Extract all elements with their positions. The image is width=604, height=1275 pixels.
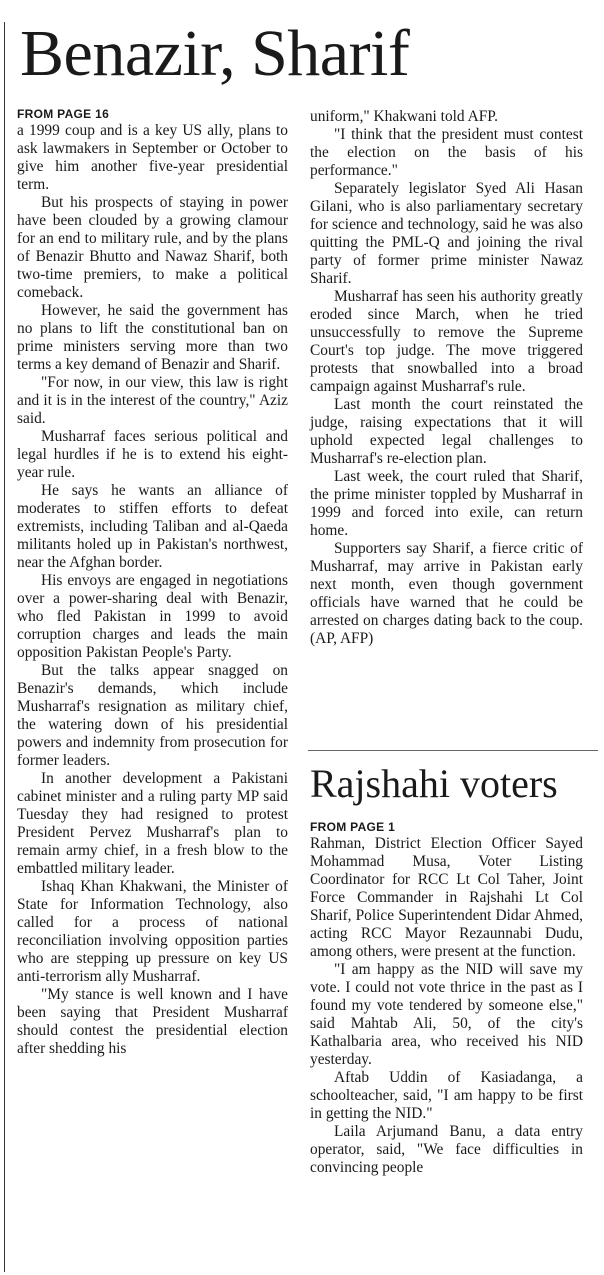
paragraph: "I think that the president must contest the election on the basis of his performance." xyxy=(310,126,583,179)
jump-label: FROM PAGE 1 xyxy=(310,820,396,834)
second-headline: Rajshahi voters xyxy=(310,761,558,806)
left-column xyxy=(17,107,288,1058)
paragraph: "My stance is well known and I have been saying that President Musharraf should contest the presidential election after shedding his xyxy=(17,986,288,1057)
paragraph: However, he said the government has no plans to lift the constitutional ban on prime ministers serving more than two terms a key demand of Benazir and Sharif. xyxy=(17,302,288,373)
paragraph: Ishaq Khan Khakwani, the Minister of State for Information Technology, also called for a process of national reconciliation involving opposition parties who are stepping up pressure on key US anti-terrorism ally Musharraf. xyxy=(17,878,288,985)
paragraph: Musharraf has seen his authority greatly eroded since March, when he tried unsuccessfully to remove the Supreme Court's top judge. The move triggered protests that snowballed into a broad campaign against Musharraf's rule. xyxy=(310,288,583,395)
paragraph: Rahman, District Election Officer Sayed Mohammad Musa, Voter Listing Coordinator for RCC Lt Col Taher, Joint Force Commander in Rajshahi Lt Col Sharif, Police Superintendent Didar Ahmed, acting RCC Mayor Rezaunnabi Dudu, among others, were present at the function. xyxy=(310,835,583,960)
paragraph: Separately legislator Syed Ali Hasan Gilani, who is also parliamentary secretary for science and technology, said he was also quitting the PML-Q and joining the rival party of former prime minister Nawaz Sharif. xyxy=(310,180,583,287)
paragraph: "For now, in our view, this law is right and it is in the interest of the country," Aziz said. xyxy=(17,374,288,427)
paragraph: He says he wants an alliance of moderates to stiffen efforts to defeat extremists, including Taliban and al-Qaeda militants holed up in Pakistan's northwest, near the Afghan border. xyxy=(17,482,288,571)
section-divider xyxy=(308,750,598,751)
jump-label: FROM PAGE 16 xyxy=(17,107,110,121)
headline: Benazir, Sharif xyxy=(20,17,410,90)
paragraph: Supporters say Sharif, a fierce critic of Musharraf, may arrive in Pakistan early next month, even though government officials have warned that he could be arrested on charges dating back to the coup. (AP, AFP) xyxy=(310,540,583,647)
right-column xyxy=(310,108,583,648)
paragraph: But the talks appear snagged on Benazir's demands, which include Musharraf's resignation as military chief, the watering down of his presidential powers and indemnity from prosecution for former leaders. xyxy=(17,662,288,769)
paragraph: In another development a Pakistani cabinet minister and a ruling party MP said Tuesday they had resigned to protest President Pervez Musharraf's plan to remain army chief, in a fresh blow to the embattled military leader. xyxy=(17,770,288,877)
second-story-column xyxy=(310,820,583,1177)
paragraph: But his prospects of staying in power have been clouded by a growing clamour for an end to military rule, and by the plans of Benazir Bhutto and Nawaz Sharif, both two-time premiers, to make a political comeback. xyxy=(17,194,288,301)
paragraph: Musharraf faces serious political and legal hurdles if he is to extend his eight-year rule. xyxy=(17,428,288,481)
paragraph: Last month the court reinstated the judge, raising expectations that it will uphold expected legal challenges to Musharraf's re-election plan. xyxy=(310,396,583,467)
paragraph: Aftab Uddin of Kasiadanga, a schoolteacher, said, "I am happy to be first in getting the NID." xyxy=(310,1069,583,1122)
paragraph: uniform," Khakwani told AFP. xyxy=(310,108,498,125)
paragraph: Laila Arjumand Banu, a data entry operator, said, "We face difficulties in convincing people xyxy=(310,1123,583,1176)
paragraph: Last week, the court ruled that Sharif, the prime minister toppled by Musharraf in 1999 and forced into exile, can return home. xyxy=(310,468,583,539)
paragraph: "I am happy as the NID will save my vote. I could not vote thrice in the past as I found my vote tendered by someone else," said Mahtab Ali, 50, of the city's Kathalbaria area, who received his NID yesterday. xyxy=(310,961,583,1068)
paragraph: a 1999 coup and is a key US ally, plans to ask lawmakers in September or October to give him another five-year presidential term. xyxy=(17,122,288,193)
paragraph: His envoys are engaged in negotiations over a power-sharing deal with Benazir, who fled Pakistan in 1999 to avoid corruption charges and leads the main opposition Pakistan People's Party. xyxy=(17,572,288,661)
column-rule xyxy=(4,22,5,1272)
